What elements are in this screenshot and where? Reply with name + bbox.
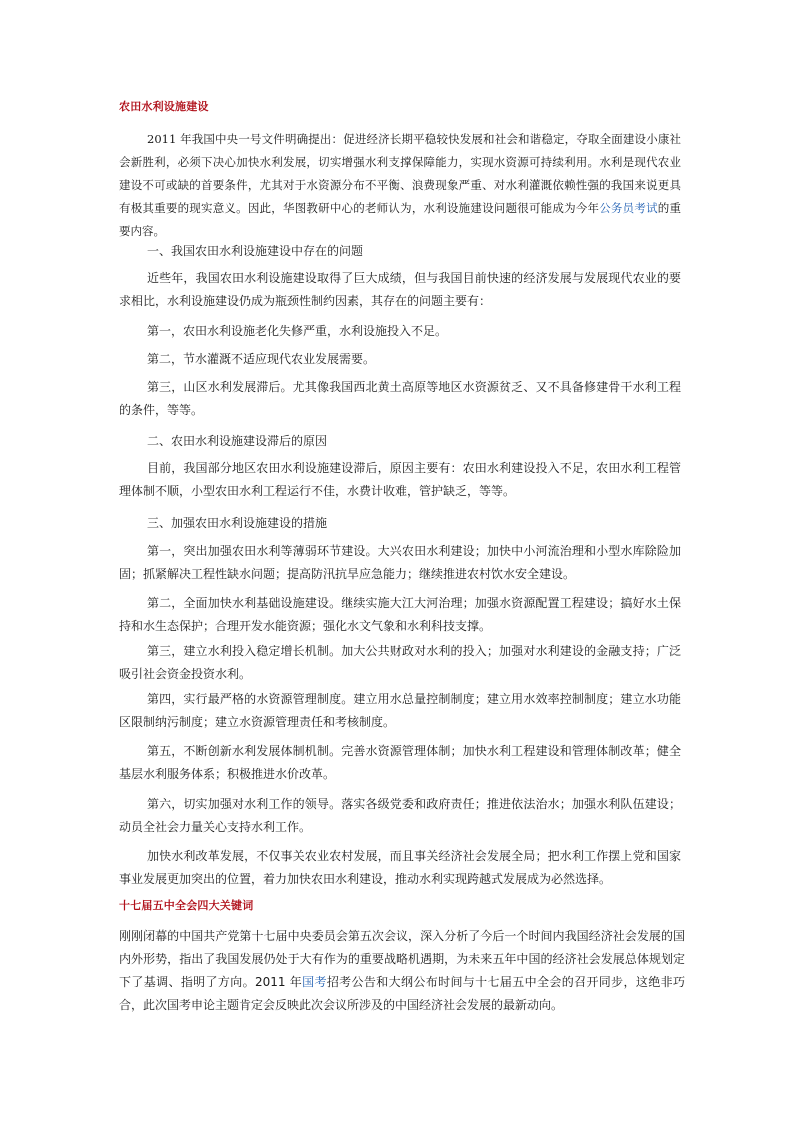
plenum-paragraph <box>119 925 685 1017</box>
body-paragraph: 第二，全面加快水利基础设施建设。继续实施大江大河治理；加强水资源配置工程建设；搞好水土保持和水生态保护；合理开发水能资源；强化水文气象和水利科技支撑。 <box>119 596 681 633</box>
body-paragraph: 第二，节水灌溉不适应现代农业发展需要。 <box>147 352 376 366</box>
intro-paragraph <box>119 128 681 243</box>
body-paragraph: 第一，农田水利设施老化失修严重，水利设施投入不足。 <box>147 324 448 338</box>
section-title-irrigation: 农田水利设施建设 <box>119 100 209 113</box>
body-paragraph: 第五，不断创新水利发展体制机制。完善水资源管理体制；加快水利工程建设和管理体制改革；健全基层水利服务体系；积极推进水价改革。 <box>119 744 681 781</box>
subheading-measures: 三、加强农田水利设施建设的措施 <box>147 516 328 530</box>
civil-service-exam-link[interactable]: 公务员考试 <box>599 201 658 215</box>
section-title-plenum: 十七届五中全会四大关键词 <box>119 899 254 912</box>
plenum-text: 刚刚闭幕的中国共产党第十七届中央委员会第五次会议，深入分析了今后一个时间内我国经济社会发展的国内外形势，指出了我国发展仍处于大有作为的重要战略机遇期，为未来五年中国的经济社会发展总体规划定下了基调、指明了方向。2011 年 <box>119 929 685 989</box>
plenum-text-end: 招考公告和大纲公布时间与十七届五中全会的召开同步，这绝非巧合，此次国考申论主题肯定会反映此次会议所涉及的中国经济社会发展的最新动向。 <box>119 975 685 1012</box>
body-paragraph: 加快水利改革发展，不仅事关农业农村发展，而且事关经济社会发展全局；把水利工作摆上党和国家事业发展更加突出的位置，着力加快农田水利建设，推动水利实现跨越式发展成为必然选择。 <box>119 849 681 886</box>
body-paragraph: 第一，突出加强农田水利等薄弱环节建设。大兴农田水利建设；加快中小河流治理和小型水库除险加固；抓紧解决工程性缺水问题；提高防汛抗旱应急能力；继续推进农村饮水安全建设。 <box>119 544 681 581</box>
body-paragraph: 目前，我国部分地区农田水利设施建设滞后，原因主要有：农田水利建设投入不足，农田水利工程管理体制不顺，小型农田水利工程运行不佳，水费计收难，管护缺乏，等等。 <box>119 461 681 498</box>
body-paragraph: 第四，实行最严格的水资源管理制度。建立用水总量控制制度；建立用水效率控制制度；建立水功能区限制纳污制度；建立水资源管理责任和考核制度。 <box>119 692 681 729</box>
intro-text: 2011 年我国中央一号文件明确提出：促进经济长期平稳较快发展和社会和谐稳定，夺取全面建设小康社会新胜利，必须下决心加快水利发展，切实增强水利支撑保障能力，实现水资源可持续利用。水利是现代农业建设不可或缺的首要条件，尤其对于水资源分布不平衡、浪费现象严重、对水利灌溉依赖性强的我国来说更具有极其重要的现实意义。因此，华图教研中心的老师认为，水利设施建设问题很可能成为今年 <box>119 132 681 215</box>
body-paragraph: 第三，建立水利投入稳定增长机制。加大公共财政对水利的投入；加强对水利建设的金融支持；广泛吸引社会资金投资水利。 <box>119 644 681 681</box>
intro-text-end: 的重要内容。 <box>119 201 682 238</box>
national-exam-link[interactable]: 国考 <box>302 975 327 989</box>
body-paragraph: 第三，山区水利发展滞后。尤其像我国西北黄土高原等地区水资源贫乏、又不具备修建骨干水利工程的条件，等等。 <box>119 380 681 417</box>
subheading-problems: 一、我国农田水利设施建设中存在的问题 <box>147 244 364 258</box>
body-paragraph: 近些年，我国农田水利设施建设取得了巨大成绩，但与我国目前快速的经济发展与发展现代农业的要求相比，水利设施建设仍成为瓶颈性制约因素，其存在的问题主要有： <box>119 271 681 308</box>
subheading-causes: 二、农田水利设施建设滞后的原因 <box>147 434 328 448</box>
body-paragraph: 第六，切实加强对水利工作的领导。落实各级党委和政府责任；推进依法治水；加强水利队伍建设；动员全社会力量关心支持水利工作。 <box>119 797 681 834</box>
